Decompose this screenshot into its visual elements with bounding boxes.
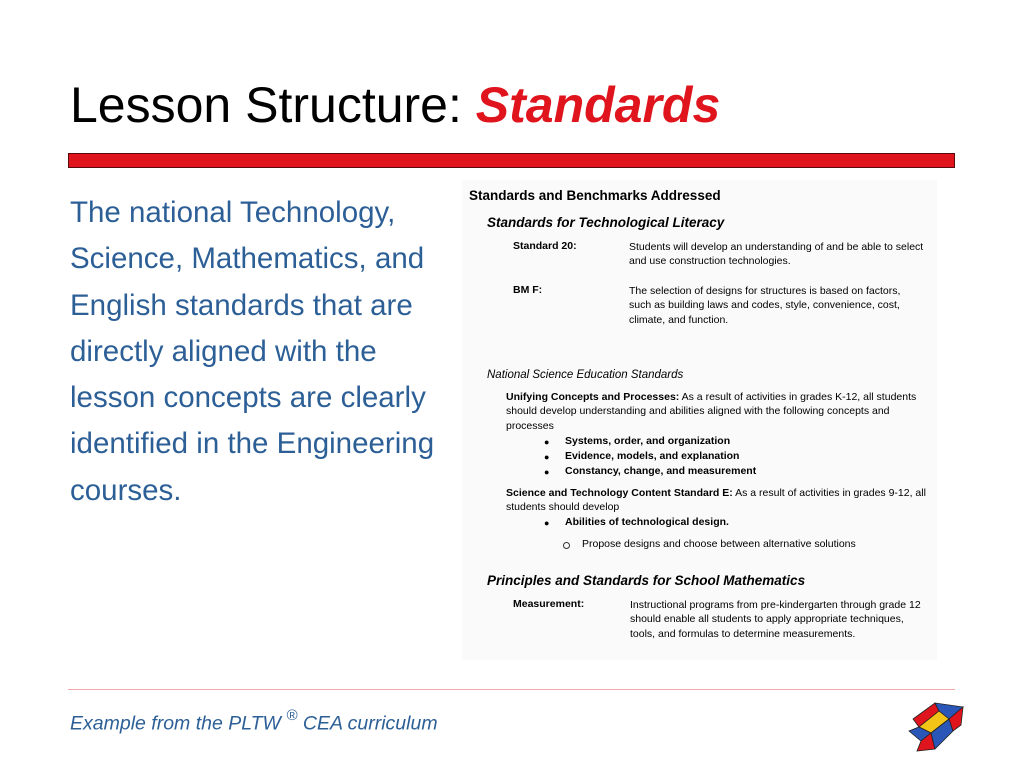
footer-text: Example from the PLTW bbox=[70, 712, 287, 735]
unifying-bullet-1: Systems, order, and organization bbox=[565, 435, 731, 447]
content-standard-label: Science and Technology Content Standard E: bbox=[506, 487, 733, 499]
footer-divider bbox=[68, 689, 955, 690]
standards-document-image bbox=[462, 180, 937, 660]
stl-heading: Standards for Technological Literacy bbox=[487, 215, 725, 230]
footer-caption bbox=[70, 709, 438, 736]
bullet-icon: ● bbox=[544, 437, 550, 447]
slide-title bbox=[70, 77, 721, 133]
math-heading: Principles and Standards for School Mathematics bbox=[487, 573, 806, 588]
standard-20-label: Standard 20: bbox=[513, 240, 577, 252]
pltw-logo-icon bbox=[905, 697, 965, 753]
measurement-text: Instructional programs from pre-kindergarten through grade 12 should enable all students to apply appropriate techniques, tools, and formulas to determine measurements. bbox=[630, 599, 921, 640]
standard-20-text: Students will develop an understanding of and be able to select and use construction technologies. bbox=[629, 241, 924, 268]
slide-title-emphasis: Standards bbox=[475, 77, 721, 133]
footer-tail: CEA curriculum bbox=[297, 712, 438, 735]
nses-heading: National Science Education Standards bbox=[487, 369, 684, 381]
content-standard-block bbox=[506, 486, 926, 515]
unifying-block bbox=[506, 390, 936, 433]
measurement-label: Measurement: bbox=[513, 598, 585, 610]
bullet-icon: ● bbox=[544, 452, 550, 462]
registered-mark: ® bbox=[286, 707, 298, 724]
document-heading: Standards and Benchmarks Addressed bbox=[469, 188, 721, 203]
slide-title-main: Lesson Structure: bbox=[70, 77, 476, 133]
bm-f-label: BM F: bbox=[513, 284, 543, 296]
unifying-text: As a result of activities in grades K-12, all students should develop understanding and abilities aligned with the following concepts and processes bbox=[506, 391, 917, 432]
title-divider bbox=[68, 153, 955, 168]
bm-f-text: The selection of designs for structures is based on factors, such as building laws and codes, style, convenience, cost, climate, and function. bbox=[629, 285, 901, 326]
unifying-bullet-2: Evidence, models, and explanation bbox=[565, 450, 740, 462]
unifying-bullet-3: Constancy, change, and measurement bbox=[565, 465, 757, 477]
content-subbullet: Propose designs and choose between alternative solutions bbox=[582, 538, 856, 550]
content-standard-text: As a result of activities in grades 9-12, all students should develop bbox=[506, 487, 926, 514]
unifying-label: Unifying Concepts and Processes: bbox=[506, 391, 680, 403]
sub-bullet-icon bbox=[563, 542, 570, 549]
body-paragraph: The national Technology, Science, Mathematics, and English standards that are directly aligned with the lesson concepts are clearly identified in the Engineering courses. bbox=[70, 196, 435, 507]
content-bullet: Abilities of technological design. bbox=[565, 516, 729, 528]
bullet-icon: ● bbox=[544, 467, 550, 477]
bullet-icon: ● bbox=[544, 518, 550, 528]
